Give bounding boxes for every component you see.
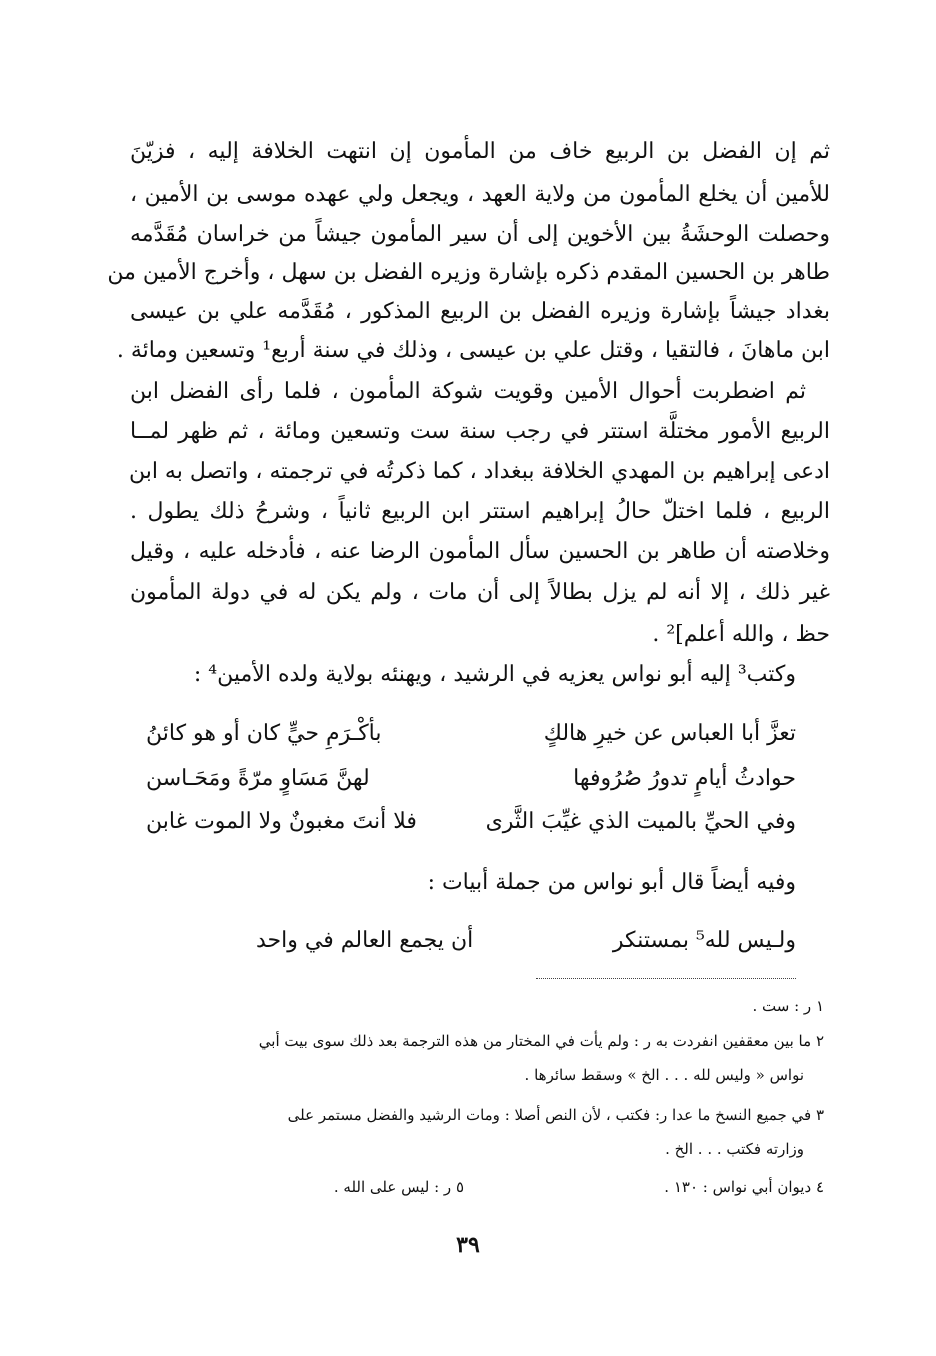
text-line: ابن ماهانَ ، فالتقيا ، وقتل علي بن عيسى ، وذلك في سنة أربع¹ وتسعين ومائة . [116, 338, 830, 363]
verse-first-hemistich: حوادثُ أيامٍ تدورُ صُرُوفها [573, 766, 796, 791]
footnote: ١ ر : ست . [752, 997, 824, 1015]
text-line: ادعى إبراهيم بن المهدي الخلافة ببغداد ، كما ذكرتُه في ترجمته ، واتصل به ابن [128, 459, 830, 484]
text-line: ثم إن الفضل بن الربيع خاف من المأمون إن انتهت الخلافة إليه ، فزيّنَ [130, 139, 830, 164]
verse-first-hemistich: وفي الحيِّ بالميت الذي غيِّبَ الثَّرى [485, 809, 796, 834]
footnote: ٤ ديوان أبي نواس : ١٣٠ . [664, 1178, 824, 1196]
text-line: وكتب³ إليه أبو نواس يعزيه في الرشيد ، ويهنئه بولاية ولده الأمين⁴ : [193, 662, 796, 687]
verse-second-hemistich: فلا أنتَ مغبونٌ ولا الموت غابن [146, 809, 417, 834]
text-line: للأمين أن يخلع المأمون من ولاية العهد ، ويجعل ولي عهده موسى بن الأمين ، [130, 182, 830, 207]
verse-second-hemistich: أن يجمع العالم في واحد [256, 928, 474, 953]
text-line: وفيه أيضاً قال أبو نواس من جملة أبيات : [427, 870, 796, 895]
verse [146, 762, 796, 796]
text-line: وخلاصته أن طاهر بن الحسين سأل المأمون الرضا عنه ، فأدخله عليه ، وقيل [130, 539, 830, 564]
text-line: طاهر بن الحسين المقدم ذكره بإشارة وزيره الفضل بن سهل ، وأخرج الأمين من [107, 260, 830, 285]
text-line: بغداد جيشاً بإشارة وزيره الفضل بن الربيع المذكور ، مُقَدَّمه علي بن عيسى [130, 299, 830, 324]
footnote-row [134, 1176, 824, 1198]
text-line: ثم اضطربت أحوال الأمين وقويت شوكة المأمون ، فلما رأى الفضل ابن [130, 379, 806, 404]
footnote: ٥ ر : ليس على الله . [333, 1178, 464, 1196]
text-line: حظ ، والله أعلم]² . [652, 622, 830, 647]
footnote: ٣ في جميع النسخ ما عدا ر: فكتب ، لأن النص أصلا : ومات الرشيد والفضل مستمر على [287, 1106, 824, 1124]
text-line: الربيع ، فلما اختلّ حالُ إبراهيم استتر ابن الربيع ثانياً ، وشرحُ ذلك يطول . [130, 499, 830, 524]
page-number: ٣٩ [456, 1232, 480, 1258]
verse [146, 924, 796, 958]
text-line: وحصلت الوحشَةُ بين الأخوين إلى أن سير المأمون جيشاً من خراسان مُقَدَّمه [130, 222, 830, 247]
footnote-continuation: وزارته فكتب . . . الخ . [665, 1140, 804, 1158]
text-line: الربيع الأمور مختلَّة استتر في رجب سنة ست وتسعين ومائة ، ثم ظهر لمــا [130, 419, 830, 444]
verse-second-hemistich: لهنَّ مَسَاوٍ مرّةً ومَحَـاسن [146, 766, 370, 791]
footnote: ٢ ما بين معقفين انفردت به ر : ولم يأت في المختار من هذه الترجمة بعد ذلك سوى بيت أبي [258, 1032, 824, 1050]
footnote-divider [536, 978, 796, 979]
text-line: غير ذلك ، إلا أنه لم يزل بطالاً إلى أن مات ، ولم يكن له في دولة المأمون [130, 580, 830, 605]
verse [146, 805, 796, 839]
verse-second-hemistich: بأكْـرَمِ حيٍّ كان أو هو كائنُ [146, 721, 382, 746]
footnote-continuation: نواس « وليس لله . . . الخ » وسقط سائرها . [524, 1066, 804, 1084]
verse-first-hemistich: تعزَّ أبا العباس عن خيرِ هالكٍ [543, 721, 796, 746]
verse-first-hemistich: ولـيس لله⁵ بمستنكر [612, 928, 796, 953]
verse [146, 717, 796, 751]
